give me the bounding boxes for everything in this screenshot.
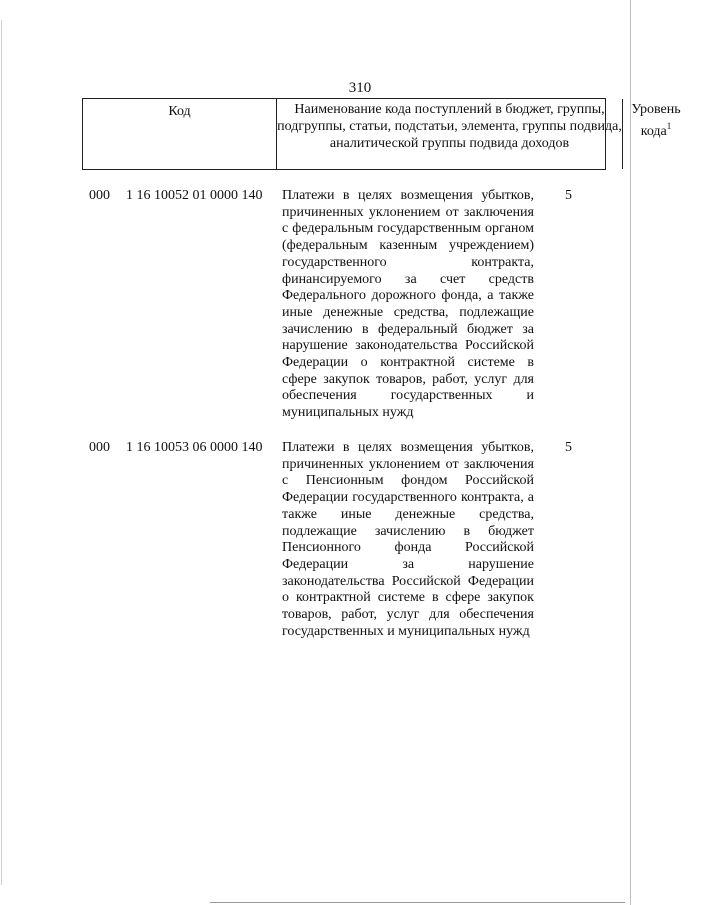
- scan-edge-left: [1, 20, 2, 885]
- table-header: [82, 98, 681, 170]
- header-level-label: Уровень кода: [631, 102, 681, 139]
- page-number: 310: [348, 80, 372, 96]
- header-name: Наименование кода поступлений в бюджет, группы, подгруппы, статьи, подстатьи, элемента, группы подвида, аналитической группы подвида доходов: [276, 99, 622, 169]
- header-level: [622, 99, 689, 169]
- income-description: Платежи в целях возмещения убытков, причиненных уклонением от заключения с федеральным государственным органом (федеральным казенным учреждением) государственного контракта, финансируемого за счет средств Федерального дорожного фонда, а также иные денежные средства, подлежащие зачислению в федеральный бюджет за нарушение законодательства Российской Федерации о контрактной системе в сфере закупок товаров, работ, услуг для обеспечения государственных и муниципальных нужд: [282, 188, 534, 421]
- code-level: 5: [565, 188, 572, 203]
- scan-edge-bottom: [210, 902, 625, 903]
- admin-code: 000: [89, 440, 110, 455]
- admin-code: 000: [89, 188, 110, 203]
- code-level: 5: [565, 440, 572, 455]
- income-code: 1 16 10053 06 0000 140: [126, 440, 263, 455]
- footnote-marker: 1: [666, 121, 672, 131]
- header-code: Код: [168, 104, 191, 119]
- income-code: 1 16 10052 01 0000 140: [126, 188, 263, 203]
- income-description: Платежи в целях возмещения убытков, причиненных уклонением от заключения с Пенсионным фондом Российской Федерации государственного контракта, а также иные денежные средства, подлежащие зачислению в бюджет Пенсионного фонда Российской Федерации за нарушение законодательства Российской Федерации о контрактной системе в сфере закупок товаров, работ, услуг для обеспечения государственных и муниципальных нужд: [282, 440, 534, 639]
